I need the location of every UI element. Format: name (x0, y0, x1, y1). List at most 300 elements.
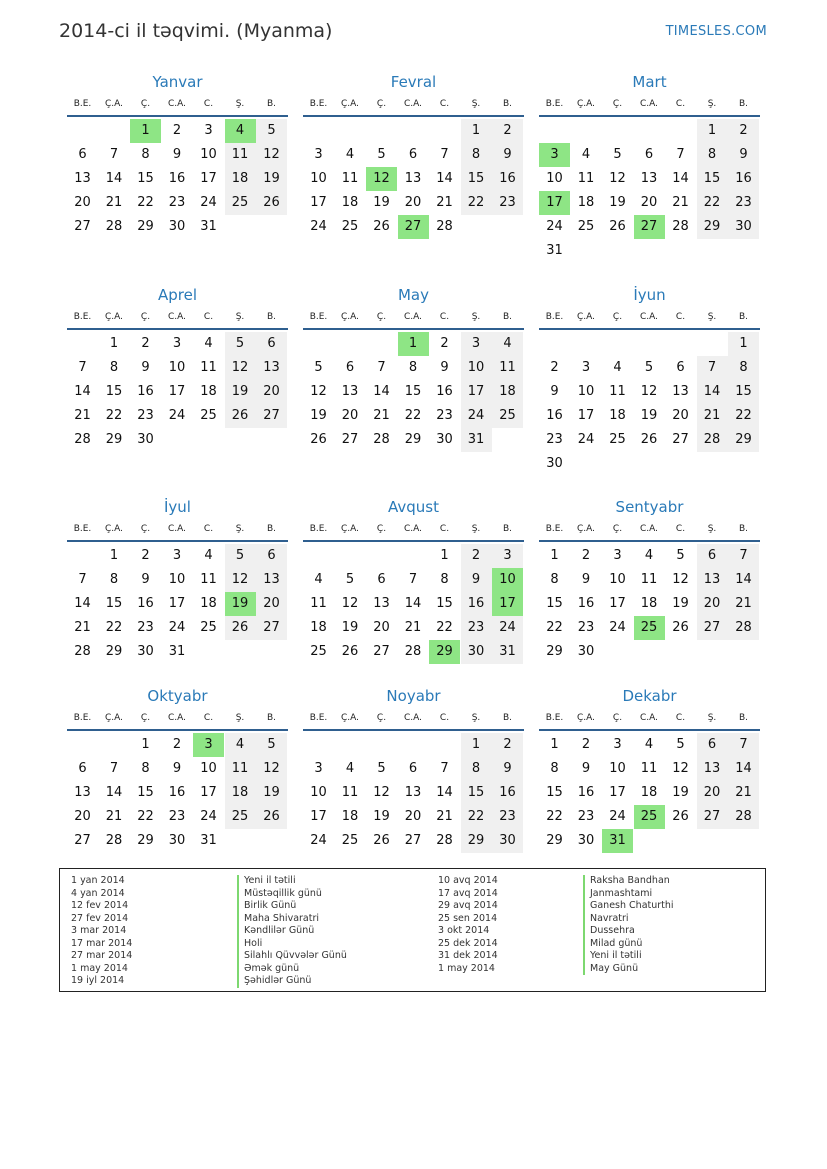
weekday-header (303, 99, 524, 111)
day-cell: 12 (640, 384, 658, 399)
holiday-day-cell: 27 (634, 215, 665, 239)
day-cell: 13 (404, 171, 422, 186)
holiday-name: May Günü (583, 963, 638, 976)
day-cell: 5 (256, 119, 287, 143)
day-cell: 17 (200, 171, 217, 186)
day-cell: 7 (109, 761, 119, 776)
day-cell: 29 (105, 644, 123, 659)
weekday-header (67, 524, 288, 536)
day-cell: 7 (440, 147, 449, 162)
holiday-day-cell: 27 (398, 215, 429, 239)
day-cell: 8 (141, 147, 150, 162)
day-cell: 3 (204, 123, 213, 138)
day-cell: 8 (109, 572, 119, 587)
day-cell: 28 (404, 644, 422, 659)
day-cell: 16 (728, 167, 759, 191)
weekday-header (303, 312, 524, 324)
day-cell: 9 (581, 761, 591, 776)
day-cell: 5 (345, 572, 355, 587)
day-cell: 15 (728, 380, 759, 404)
month-name: Mart (632, 73, 667, 91)
day-cell: 5 (676, 737, 685, 752)
day-cell: 8 (408, 360, 418, 375)
day-cell: 22 (461, 805, 492, 829)
day-cell: 4 (204, 336, 213, 351)
day-cell: 10 (577, 384, 595, 399)
day-cell: 22 (728, 404, 759, 428)
day-cell: 4 (314, 572, 323, 587)
weekday-header (303, 713, 524, 725)
day-cell: 14 (105, 785, 123, 800)
day-cell: 25 (200, 408, 217, 423)
weekday-label: C.A. (403, 713, 422, 723)
weekday-label: Ç.A. (576, 99, 595, 109)
weekday-label: Ç. (612, 99, 623, 109)
day-cell: 20 (672, 408, 689, 423)
weekday-label: B. (738, 713, 749, 723)
day-cell: 13 (256, 356, 287, 380)
day-cell: 7 (78, 360, 87, 375)
day-cell: 3 (172, 336, 182, 351)
weekday-label: B. (266, 99, 277, 109)
weekday-label: Ş. (235, 312, 245, 322)
day-cell: 4 (613, 360, 622, 375)
day-cell: 10 (609, 761, 626, 776)
weekday-label: B.E. (309, 524, 328, 534)
day-cell: 12 (609, 171, 626, 186)
weekday-label: B. (266, 312, 277, 322)
weekday-label: C. (675, 524, 686, 534)
day-cell: 4 (644, 548, 654, 563)
holiday-date: 29 avq 2014 (438, 900, 498, 911)
day-cell: 22 (697, 191, 728, 215)
weekday-label: B. (738, 312, 749, 322)
day-cell: 15 (137, 785, 154, 800)
day-cell: 26 (341, 644, 359, 659)
weekday-label: Ç. (140, 524, 151, 534)
day-cell: 15 (697, 167, 728, 191)
holiday-name: Maha Shivaratri (237, 913, 319, 926)
day-cell: 25 (577, 219, 595, 234)
day-cell: 17 (577, 408, 595, 423)
day-cell: 8 (461, 143, 492, 167)
weekday-label: Ç. (376, 524, 387, 534)
day-cell: 9 (141, 360, 150, 375)
day-cell: 3 (613, 737, 622, 752)
holiday-day-cell: 29 (429, 640, 460, 664)
month-name: İyun (633, 286, 666, 304)
weekday-label: Ç. (376, 312, 387, 322)
day-cell: 26 (373, 833, 390, 848)
day-cell: 29 (404, 432, 422, 447)
day-cell: 12 (310, 384, 327, 399)
day-cell: 12 (225, 356, 256, 380)
day-cell: 15 (105, 384, 123, 399)
day-cell: 20 (697, 781, 728, 805)
day-cell: 31 (200, 219, 217, 234)
day-cell: 25 (310, 644, 327, 659)
weekday-label: C. (203, 312, 214, 322)
day-cell: 22 (105, 408, 123, 423)
weekday-label: Ş. (235, 524, 245, 534)
day-cell: 10 (310, 785, 327, 800)
day-cell: 29 (546, 644, 563, 659)
day-cell: 26 (225, 616, 256, 640)
day-cell: 17 (609, 785, 626, 800)
day-cell: 25 (492, 404, 523, 428)
day-cell: 23 (728, 191, 759, 215)
day-cell: 20 (404, 809, 422, 824)
day-cell: 30 (492, 829, 523, 853)
holiday-day-cell: 1 (398, 332, 429, 356)
weekday-label: C.A. (167, 312, 186, 322)
day-cell: 1 (461, 733, 492, 757)
day-cell: 15 (137, 171, 154, 186)
weekday-label: C.A. (167, 524, 186, 534)
holiday-date: 3 okt 2014 (438, 925, 490, 936)
day-cell: 4 (492, 332, 523, 356)
weekday-label: C. (203, 524, 214, 534)
day-cell: 28 (74, 644, 91, 659)
day-cell: 5 (644, 360, 654, 375)
day-cell: 8 (550, 572, 559, 587)
day-cell: 24 (310, 833, 327, 848)
day-cell: 9 (492, 143, 523, 167)
day-cell: 10 (546, 171, 563, 186)
day-cell: 1 (109, 336, 119, 351)
weekday-label: Ş. (471, 99, 481, 109)
day-cell: 8 (461, 757, 492, 781)
holiday-name: Holi (237, 938, 262, 951)
day-cell: 7 (440, 761, 449, 776)
day-cell: 11 (341, 171, 359, 186)
day-cell: 19 (256, 781, 287, 805)
day-cell: 30 (168, 833, 186, 848)
day-cell: 12 (672, 761, 689, 776)
day-cell: 20 (373, 620, 390, 635)
day-cell: 8 (728, 356, 759, 380)
weekday-label: B.E. (545, 524, 564, 534)
holiday-name: Müstəqillik günü (237, 888, 322, 901)
day-cell: 15 (404, 384, 422, 399)
day-cell: 29 (461, 829, 492, 853)
weekday-label: B. (738, 99, 749, 109)
day-cell: 14 (672, 171, 689, 186)
day-cell: 22 (105, 620, 123, 635)
day-cell: 12 (225, 568, 256, 592)
day-cell: 9 (728, 143, 759, 167)
day-cell: 28 (105, 833, 123, 848)
day-cell: 11 (341, 785, 359, 800)
weekday-header (539, 99, 760, 111)
day-cell: 16 (577, 785, 595, 800)
day-cell: 26 (256, 805, 287, 829)
weekday-label: B.E. (73, 524, 92, 534)
day-cell: 24 (546, 219, 563, 234)
day-cell: 23 (577, 620, 595, 635)
day-cell: 6 (408, 761, 418, 776)
day-cell: 3 (314, 147, 323, 162)
day-cell: 19 (373, 195, 390, 210)
weekday-header (539, 312, 760, 324)
day-cell: 3 (314, 761, 323, 776)
weekday-label: Ç.A. (576, 713, 595, 723)
day-cell: 26 (672, 809, 689, 824)
day-cell: 24 (200, 809, 217, 824)
weekday-header (539, 713, 760, 725)
header-rule (303, 540, 524, 542)
holiday-name: Kəndlilər Günü (237, 925, 314, 938)
day-cell: 11 (492, 356, 523, 380)
day-cell: 4 (225, 733, 256, 757)
day-cell: 27 (74, 219, 91, 234)
day-cell: 2 (492, 733, 523, 757)
day-cell: 27 (697, 805, 728, 829)
day-cell: 10 (310, 171, 327, 186)
weekday-label: B. (502, 99, 513, 109)
day-cell: 11 (200, 360, 217, 375)
header-rule (539, 328, 760, 330)
day-cell: 25 (225, 805, 256, 829)
weekday-label: Ç. (612, 312, 623, 322)
day-cell: 7 (408, 572, 418, 587)
day-cell: 28 (697, 428, 728, 452)
day-cell: 4 (204, 548, 213, 563)
day-cell: 25 (341, 833, 359, 848)
day-cell: 16 (168, 785, 186, 800)
day-cell: 13 (341, 384, 359, 399)
weekday-label: Ç. (140, 312, 151, 322)
day-cell: 21 (74, 408, 91, 423)
weekday-label: B.E. (545, 99, 564, 109)
day-cell: 7 (109, 147, 119, 162)
month-name: İyul (164, 498, 191, 516)
day-cell: 19 (373, 809, 390, 824)
holiday-day-cell: 1 (130, 119, 161, 143)
day-cell: 5 (225, 544, 256, 568)
brand-link[interactable]: TIMESLES.COM (665, 24, 767, 39)
day-cell: 28 (105, 219, 123, 234)
day-cell: 29 (728, 428, 759, 452)
day-cell: 27 (256, 616, 287, 640)
holiday-name: Şəhidlər Günü (237, 975, 311, 988)
day-cell: 2 (461, 544, 492, 568)
day-cell: 20 (640, 195, 658, 210)
day-cell: 23 (492, 191, 523, 215)
day-cell: 5 (314, 360, 323, 375)
day-cell: 4 (345, 761, 355, 776)
month-name: Noyabr (386, 687, 441, 705)
day-cell: 10 (200, 761, 217, 776)
day-cell: 22 (461, 191, 492, 215)
day-cell: 29 (137, 219, 154, 234)
weekday-label: B.E. (309, 312, 328, 322)
day-cell: 15 (546, 596, 563, 611)
holiday-date: 25 dek 2014 (438, 937, 498, 949)
day-cell: 12 (256, 143, 287, 167)
day-cell: 22 (546, 620, 563, 635)
holiday-name: Əmək günü (237, 963, 299, 976)
holiday-day-cell: 19 (225, 592, 256, 616)
weekday-label: Ş. (707, 99, 717, 109)
day-cell: 5 (613, 147, 622, 162)
day-cell: 20 (697, 592, 728, 616)
weekday-label: C.A. (639, 713, 658, 723)
day-cell: 6 (408, 147, 418, 162)
day-cell: 28 (436, 219, 453, 234)
day-cell: 22 (436, 620, 453, 635)
header-rule (67, 328, 288, 330)
weekday-label: C. (675, 312, 686, 322)
day-cell: 6 (697, 733, 728, 757)
day-cell: 2 (141, 336, 150, 351)
weekday-label: C.A. (403, 99, 422, 109)
day-cell: 14 (436, 171, 453, 186)
day-cell: 14 (74, 596, 91, 611)
day-cell: 3 (581, 360, 591, 375)
day-cell: 24 (310, 219, 327, 234)
holiday-name: Milad günü (583, 938, 642, 951)
weekday-label: B.E. (73, 713, 92, 723)
weekday-label: C.A. (639, 99, 658, 109)
weekday-label: B.E. (309, 99, 328, 109)
day-cell: 21 (373, 408, 390, 423)
day-cell: 12 (341, 596, 359, 611)
day-cell: 17 (310, 195, 327, 210)
holiday-name: Navratri (583, 913, 629, 926)
day-cell: 13 (373, 596, 390, 611)
day-cell: 9 (141, 572, 150, 587)
day-cell: 14 (373, 384, 390, 399)
day-cell: 10 (461, 356, 492, 380)
day-cell: 21 (105, 809, 123, 824)
day-cell: 5 (377, 761, 386, 776)
day-cell: 11 (200, 572, 217, 587)
holiday-name: Birlik Günü (237, 900, 296, 913)
header-rule (303, 729, 524, 731)
weekday-label: B. (266, 713, 277, 723)
weekday-label: Ç.A. (340, 99, 359, 109)
day-cell: 16 (492, 781, 523, 805)
day-cell: 10 (200, 147, 217, 162)
weekday-label: Ç.A. (104, 524, 123, 534)
weekday-label: B.E. (545, 713, 564, 723)
weekday-label: Ç.A. (104, 312, 123, 322)
day-cell: 11 (225, 757, 256, 781)
day-cell: 30 (546, 456, 563, 471)
day-cell: 21 (672, 195, 689, 210)
day-cell: 9 (461, 568, 492, 592)
day-cell: 3 (492, 544, 523, 568)
day-cell: 26 (373, 219, 390, 234)
day-cell: 7 (728, 733, 759, 757)
month-name: Avqust (388, 498, 439, 516)
weekday-label: C. (439, 713, 450, 723)
weekday-label: Ş. (471, 713, 481, 723)
day-cell: 16 (461, 592, 492, 616)
day-cell: 23 (492, 805, 523, 829)
day-cell: 6 (676, 360, 685, 375)
day-cell: 1 (728, 332, 759, 356)
day-cell: 29 (697, 215, 728, 239)
day-cell: 16 (577, 596, 595, 611)
day-cell: 17 (310, 809, 327, 824)
day-cell: 13 (697, 568, 728, 592)
day-cell: 18 (200, 596, 217, 611)
day-cell: 10 (168, 360, 186, 375)
day-cell: 29 (546, 833, 563, 848)
day-cell: 28 (728, 805, 759, 829)
day-cell: 17 (168, 596, 186, 611)
header-rule (539, 115, 760, 117)
day-cell: 23 (577, 809, 595, 824)
day-cell: 2 (172, 123, 182, 138)
day-cell: 28 (728, 616, 759, 640)
holiday-date: 25 sen 2014 (438, 912, 498, 924)
month-name: Sentyabr (615, 498, 684, 516)
day-cell: 23 (168, 809, 186, 824)
day-cell: 31 (168, 644, 186, 659)
day-cell: 30 (137, 644, 154, 659)
weekday-label: B.E. (73, 99, 92, 109)
day-cell: 31 (461, 428, 492, 452)
day-cell: 19 (640, 408, 658, 423)
day-cell: 30 (137, 432, 154, 447)
month-name: Oktyabr (147, 687, 208, 705)
holiday-name: Dussehra (583, 925, 635, 938)
holiday-day-cell: 25 (634, 805, 665, 829)
weekday-label: Ç. (376, 713, 387, 723)
day-cell: 6 (644, 147, 654, 162)
day-cell: 14 (74, 384, 91, 399)
day-cell: 27 (404, 833, 422, 848)
day-cell: 26 (609, 219, 626, 234)
day-cell: 26 (672, 620, 689, 635)
day-cell: 18 (225, 167, 256, 191)
header-rule (303, 115, 524, 117)
weekday-label: C. (203, 99, 214, 109)
day-cell: 9 (172, 761, 182, 776)
day-cell: 25 (609, 432, 626, 447)
day-cell: 19 (609, 195, 626, 210)
header-rule (67, 729, 288, 731)
day-cell: 18 (200, 384, 217, 399)
day-cell: 30 (728, 215, 759, 239)
day-cell: 25 (341, 219, 359, 234)
weekday-header (67, 312, 288, 324)
day-cell: 19 (256, 167, 287, 191)
day-cell: 1 (461, 119, 492, 143)
day-cell: 23 (137, 620, 154, 635)
holiday-date: 17 avq 2014 (438, 887, 498, 899)
day-cell: 20 (256, 592, 287, 616)
weekday-label: C.A. (403, 524, 422, 534)
day-cell: 1 (550, 548, 559, 563)
day-cell: 4 (644, 737, 654, 752)
day-cell: 22 (404, 408, 422, 423)
day-cell: 9 (172, 147, 182, 162)
weekday-label: Ş. (471, 312, 481, 322)
day-cell: 23 (461, 616, 492, 640)
day-cell: 6 (78, 761, 87, 776)
weekday-label: C. (439, 524, 450, 534)
day-cell: 6 (78, 147, 87, 162)
day-cell: 19 (672, 596, 689, 611)
day-cell: 23 (137, 408, 154, 423)
day-cell: 18 (640, 785, 658, 800)
month-name: Aprel (157, 286, 198, 304)
weekday-label: C. (675, 713, 686, 723)
